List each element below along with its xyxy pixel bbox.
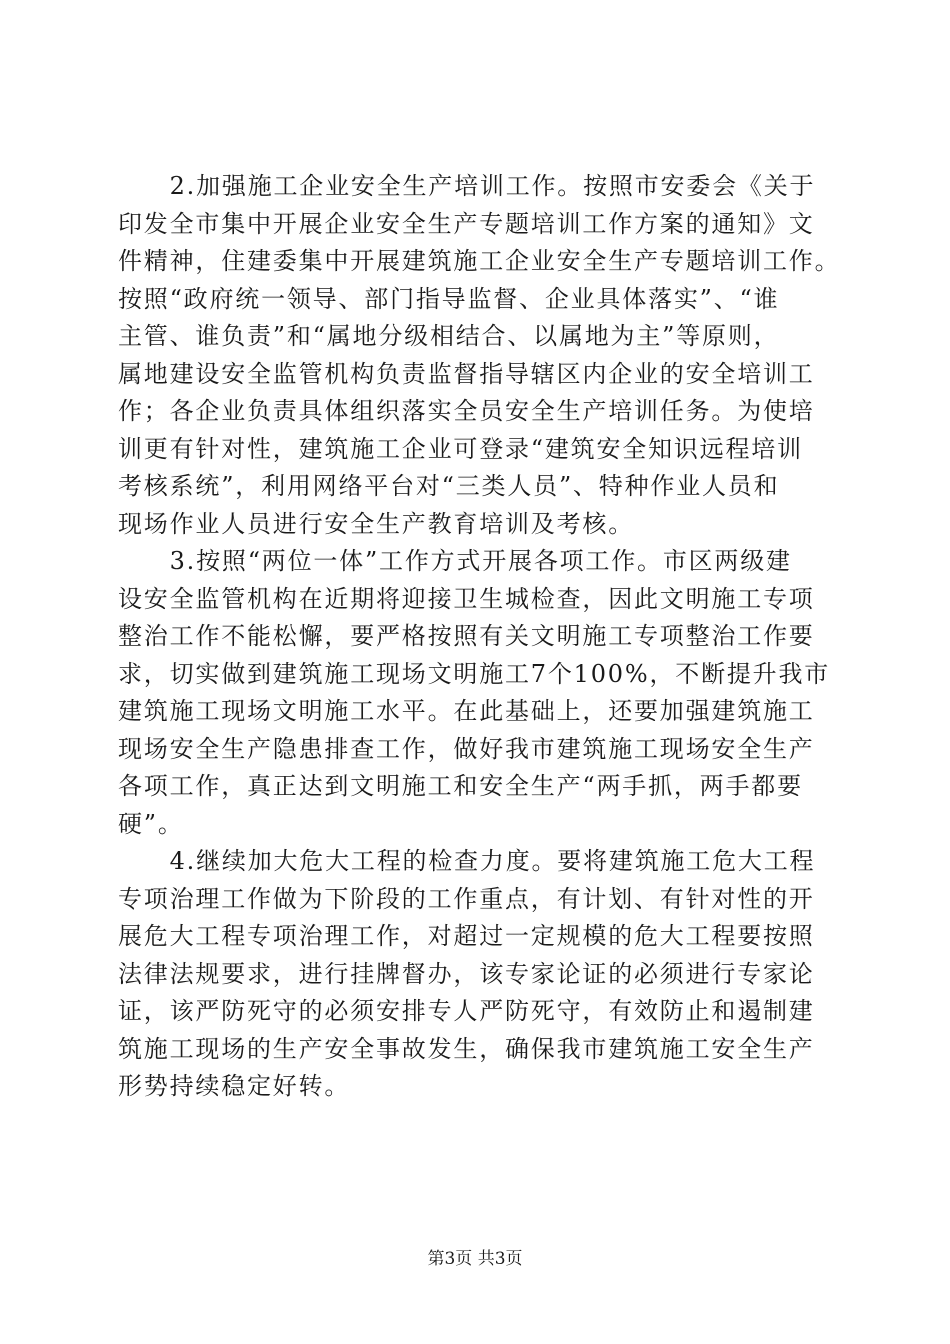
paragraph-line: 整治工作不能松懈，要严格按照有关文明施工专项整治工作要 — [118, 622, 815, 650]
paragraph-line: 求，切实做到建筑施工现场文明施工7个100%，不断提升我市 — [118, 659, 831, 688]
paragraph-line: 属地建设安全监管机构负责监督指导辖区内企业的安全培训工 — [118, 359, 815, 388]
paragraph-line: 展危大工程专项治理工作，对超过一定规模的危大工程要按照 — [118, 922, 815, 950]
paragraph-line: 3.按照“两位一体”工作方式开展各项工作。市区两级建 — [118, 547, 792, 575]
paragraph-line: 2.加强施工企业安全生产培训工作。按照市安委会《关于 — [118, 172, 816, 200]
paragraph-line: 建筑施工现场文明施工水平。在此基础上，还要加强建筑施工 — [118, 697, 815, 725]
paragraph-line: 件精神，住建委集中开展建筑施工企业安全生产专题培训工作。 — [118, 247, 841, 275]
paragraph-line: 现场安全生产隐患排查工作，做好我市建筑施工现场安全生产 — [118, 734, 815, 763]
paragraph-line: 主管、谁负责”和“属地分级相结合、以属地为主”等原则， — [118, 322, 780, 350]
paragraph-line: 印发全市集中开展企业安全生产专题培训工作方案的通知》文 — [118, 209, 815, 238]
paragraph-line: 设安全监管机构在近期将迎接卫生城检查，因此文明施工专项 — [118, 584, 815, 613]
paragraph-line: 作；各企业负责具体组织落实全员安全生产培训任务。为使培 — [118, 397, 815, 425]
paragraph-line: 筑施工现场的生产安全事故发生，确保我市建筑施工安全生产 — [118, 1034, 815, 1063]
page-number-footer: 第3页 共3页 — [427, 1249, 523, 1269]
paragraph-line: 证，该严防死守的必须安排专人严防死守，有效防止和遏制建 — [118, 997, 815, 1025]
paragraph-line: 专项治理工作做为下阶段的工作重点，有计划、有针对性的开 — [118, 884, 815, 913]
paragraph-line: 按照“政府统一领导、部门指导监督、企业具体落实”、“谁 — [118, 284, 780, 313]
paragraph-line: 4.继续加大危大工程的检查力度。要将建筑施工危大工程 — [118, 847, 816, 875]
paragraph-line: 形势持续稳定好转。 — [118, 1072, 351, 1100]
paragraph-line: 现场作业人员进行安全生产教育培训及考核。 — [118, 509, 634, 538]
paragraph-line: 各项工作，真正达到文明施工和安全生产“两手抓，两手都要 — [118, 772, 803, 800]
paragraph-line: 考核系统”，利用网络平台对“三类人员”、特种作业人员和 — [118, 472, 780, 500]
paragraph-4-major-hazard-projects — [118, 843, 838, 1106]
paragraph-line: 训更有针对性，建筑施工企业可登录“建筑安全知识远程培训 — [118, 434, 803, 463]
paragraph-line: 硬”。 — [118, 809, 184, 838]
paragraph-3-civilized-construction — [118, 543, 838, 843]
paragraph-2-training — [118, 168, 841, 543]
document-body — [118, 168, 841, 1106]
paragraph-line: 法律法规要求，进行挂牌督办，该专家论证的必须进行专家论 — [118, 959, 815, 988]
